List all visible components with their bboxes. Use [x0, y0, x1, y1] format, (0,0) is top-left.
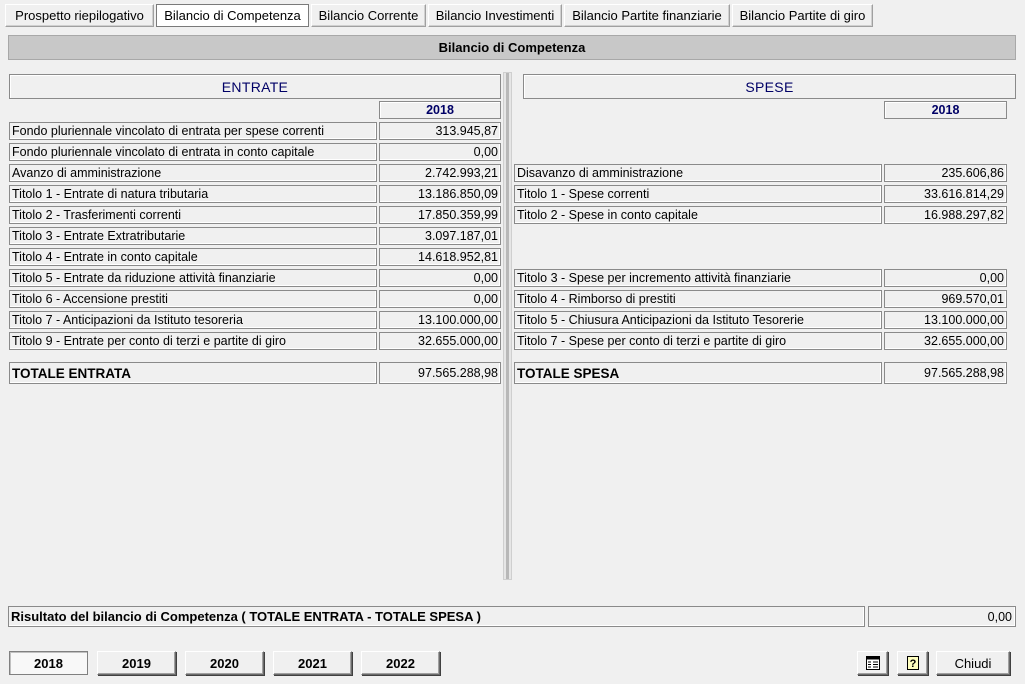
- year-button-2020[interactable]: 2020: [185, 651, 264, 675]
- page-title: Bilancio di Competenza: [8, 35, 1016, 60]
- entrate-header: ENTRATE: [9, 74, 501, 99]
- spese-row-label: Disavanzo di amministrazione: [514, 164, 882, 182]
- tab-bilancio-competenza[interactable]: Bilancio di Competenza: [156, 4, 309, 27]
- year-button-2021[interactable]: 2021: [273, 651, 352, 675]
- spese-year-header: 2018: [884, 101, 1007, 119]
- totale-spesa-label: TOTALE SPESA: [514, 362, 882, 384]
- svg-text:?: ?: [909, 658, 916, 670]
- entrate-row-label: Titolo 9 - Entrate per conto di terzi e partite di giro: [9, 332, 377, 350]
- spese-header: SPESE: [523, 74, 1016, 99]
- year-button-2019[interactable]: 2019: [97, 651, 176, 675]
- year-button-2022[interactable]: 2022: [361, 651, 440, 675]
- tab-prospetto-riepilogativo[interactable]: Prospetto riepilogativo: [5, 4, 154, 27]
- tab-bilancio-partite-di-giro[interactable]: Bilancio Partite di giro: [732, 4, 873, 27]
- spese-row-value: 32.655.000,00: [884, 332, 1007, 350]
- spese-row-label: Titolo 2 - Spese in conto capitale: [514, 206, 882, 224]
- spese-row-label: Titolo 5 - Chiusura Anticipazioni da Istituto Tesorerie: [514, 311, 882, 329]
- entrate-row-value: 32.655.000,00: [379, 332, 501, 350]
- spese-row-value: 0,00: [884, 269, 1007, 287]
- spese-row-value: 16.988.297,82: [884, 206, 1007, 224]
- risultato-value: 0,00: [868, 606, 1016, 627]
- help-icon: [906, 656, 920, 670]
- entrate-row-label: Titolo 1 - Entrate di natura tributaria: [9, 185, 377, 203]
- totale-entrata-label: TOTALE ENTRATA: [9, 362, 377, 384]
- tab-bilancio-corrente[interactable]: Bilancio Corrente: [311, 4, 426, 27]
- entrate-row-value: 17.850.359,99: [379, 206, 501, 224]
- spese-row-value: 969.570,01: [884, 290, 1007, 308]
- spese-row-label: Titolo 4 - Rimborso di prestiti: [514, 290, 882, 308]
- entrate-row-label: Avanzo di amministrazione: [9, 164, 377, 182]
- entrate-row-label: Titolo 2 - Trasferimenti correnti: [9, 206, 377, 224]
- tab-bilancio-partite-finanziarie[interactable]: Bilancio Partite finanziarie: [564, 4, 730, 27]
- entrate-row-label: Titolo 6 - Accensione prestiti: [9, 290, 377, 308]
- entrate-row-label: Titolo 7 - Anticipazioni da Istituto tesoreria: [9, 311, 377, 329]
- tab-bilancio-investimenti[interactable]: Bilancio Investimenti: [428, 4, 562, 27]
- entrate-row-value: 0,00: [379, 269, 501, 287]
- entrate-row-label: Titolo 3 - Entrate Extratributarie: [9, 227, 377, 245]
- spese-row-label: Titolo 7 - Spese per conto di terzi e partite di giro: [514, 332, 882, 350]
- entrate-row-value: 14.618.952,81: [379, 248, 501, 266]
- spese-row-value: 235.606,86: [884, 164, 1007, 182]
- close-button[interactable]: Chiudi: [936, 651, 1010, 675]
- entrate-row-value: 313.945,87: [379, 122, 501, 140]
- spese-row-value: 33.616.814,29: [884, 185, 1007, 203]
- entrate-row-value: 13.100.000,00: [379, 311, 501, 329]
- report-icon: [866, 656, 880, 670]
- help-button[interactable]: [897, 651, 928, 675]
- entrate-row-value: 2.742.993,21: [379, 164, 501, 182]
- totale-entrata-value: 97.565.288,98: [379, 362, 501, 384]
- totale-spesa-value: 97.565.288,98: [884, 362, 1007, 384]
- entrate-year-header: 2018: [379, 101, 501, 119]
- panel-splitter[interactable]: [503, 72, 512, 580]
- entrate-row-label: Fondo pluriennale vincolato di entrata per spese correnti: [9, 122, 377, 140]
- entrate-row-value: 0,00: [379, 143, 501, 161]
- spese-row-label: Titolo 3 - Spese per incremento attività finanziarie: [514, 269, 882, 287]
- entrate-row-value: 0,00: [379, 290, 501, 308]
- risultato-label: Risultato del bilancio di Competenza ( TOTALE ENTRATA - TOTALE SPESA ): [8, 606, 865, 627]
- report-button[interactable]: [857, 651, 888, 675]
- entrate-row-label: Titolo 5 - Entrate da riduzione attività finanziarie: [9, 269, 377, 287]
- entrate-row-label: Titolo 4 - Entrate in conto capitale: [9, 248, 377, 266]
- entrate-row-value: 3.097.187,01: [379, 227, 501, 245]
- year-button-2018[interactable]: 2018: [9, 651, 88, 675]
- entrate-row-label: Fondo pluriennale vincolato di entrata in conto capitale: [9, 143, 377, 161]
- spese-row-label: Titolo 1 - Spese correnti: [514, 185, 882, 203]
- spese-row-value: 13.100.000,00: [884, 311, 1007, 329]
- entrate-row-value: 13.186.850,09: [379, 185, 501, 203]
